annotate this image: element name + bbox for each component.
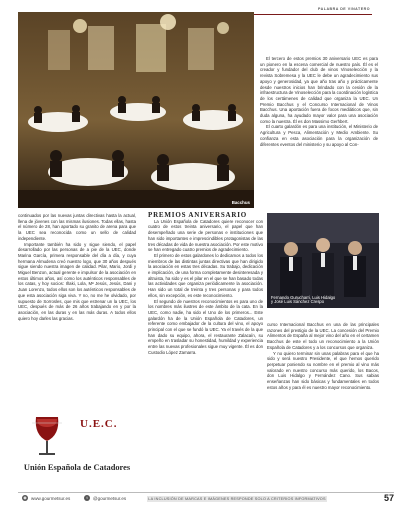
page-number: 57 [383, 493, 394, 503]
paragraph: El segundo de nuestros reconocimientos es para uno de los nombres más ilustres de este ámbito de la cata. En la UEC, como nadie, ha sido el Uno de los primeros... Este galardón ha de la Unión Española de Catadores, un referente como embajador de la cultura del vino, el apoyo principal con el que se fundó la UEC. Ya el través de la que han dado su equipo, ahora, el restaurante Zalacaín, su empeño en trasladar su honestidad, humildad y experiencia entre las nuevas profesionales sigue muy vigente. Él es don Custodio López Zamarra. [148, 298, 263, 355]
paragraph: El primero de estos galardones lo dedicamos a todos los miembros de las distintas juntas directivas que han dirigido la asociación en estas tres décadas. Su trabajo, dedicación e implicación, de una forma completamente desinteresada y altruista, ha sido y es el pilar en el que se han basado todas las actividades que organiza periódicamente la asociación. Han sido un total de treinta y tres personas y para todos ellos, sin excepción, es este reconocimiento. [148, 252, 263, 298]
banquet-illustration [18, 12, 254, 208]
caption-line: y José Luis Sánchez Crespo [271, 299, 325, 305]
award-photo [267, 213, 379, 308]
left-column [18, 213, 136, 321]
disclaimer-bar: LA INCLUSIÓN DE MARCAS E IMÁGENES RESPONDE SOLO A CRITERIOS INFORMATIVOS [148, 497, 326, 501]
paragraph: Importante también ha sido y sigue siendo, el papel desarrollado por las personas de a pie de la UEC, donde Marina García, primera responsable del día a día, y cuya hermana Almudena creó nuestro logo, que 30 años después sigue siendo nuestra imagen de calidad. Pilar, Mario, Jordi y Miguel Benzon, actual gerente e impulsor de la asociación en estos últimos años, así como los auténticos responsables de los catas, y hoy socios: Iñaki, Lola, Mª Jesús, Jesús, Dani y Juan Lorenzo, todos ellos son los auténticos responsables de que esta asociación siga viva. Y no, no me he olvidado, por supuesto de Sorrosles, que mis que estrenar un la UEC, los UEC, después de más de 26 años trabajando en y por la asociación, en las duras y en las más duras. A todos ellos quiero hoy darles las gracias. [18, 241, 136, 321]
globe-icon: ◉ [23, 495, 27, 500]
award-illustration [267, 213, 379, 308]
right-column-bottom [267, 322, 379, 390]
wine-glass-icon [22, 413, 72, 461]
photo-caption [271, 296, 335, 305]
paragraph: El cuarto galardón es para una institución, el Ministerio de Agricultura y Pesca, Alimentación y Medio Ambiente. Su confianza en esta asociación para la organización de diferentes eventos del ministerio y su apoyo al Con- [260, 124, 378, 147]
middle-column [148, 213, 263, 356]
paragraph: Y no quiero terminar sin unas palabras para el que ha sido y será nuestro Presidente, el que hemos querido perpetuar poniendo su nombre en el premio al vino más valorado en nuestro concurso más querido, los Bacos, don Luis Hidalgo y Fernández Cano. Sus sabias enseñanzas han sido básicas y fundamentales en todos estos años y para él es nuestro mayor reconocimiento. [267, 350, 379, 390]
paragraph: El tercero de estos premios 30 aniversario UEC es para un pionero en la escena comercial de nuestro país. Él es el creador y fundador del club de vinos Vinoselección y la revista Sobremesa y la UEC le debe un agradecimiento sus apoyo y generosidad, ya que año tras año y prácticamente desde nuestros inicios han brindado con la cesión de la infraestructura de Vinoselección para la coordinación logística de los certámenes de calidad que organiza la UEC. Un Premio Bacchus y el Concurso Internacional de Vinos Bacchus. Una aportación fuera de focos mediáticos que, sin duda alguna, ha ayudado mayor valor para una asociación como la nuestra. Él es don Massimo Gerhbert. [260, 56, 378, 124]
caption-line: Fernando Gurucharri, Luis Hidalgo [271, 294, 336, 300]
banquet-photo [18, 12, 254, 208]
photo-caption: Bacchus [231, 200, 250, 205]
logo-name: Unión Española de Catadores [23, 463, 131, 472]
footer-divider [18, 492, 394, 493]
paragraph: continuados por las nuevas juntas directivas hasta la actual, llena de jóvenes con las mismas ilusiones. Todas ellas, hasta el número de 28, han aportado su granito de arena para que la UEC sea reconocida como un sello de calidad independiente. [18, 213, 136, 241]
twitter-icon: t [84, 495, 90, 501]
uec-logo [22, 413, 132, 483]
right-column-top [260, 56, 378, 147]
section-title: PREMIOS ANIVERSARIO [148, 211, 248, 219]
paragraph: La Unión Española de Catadores quiere reconocer con cuatro de estos treinta aniversario, el papel que han desempeñado una serie de personas e instituciones que han sido importantes e imprescindibles protagonistas de las tres décadas de vida de nuestra asociación. Por este motivo se han entregado cuatro premios de agradecimiento. [148, 218, 263, 253]
website-link[interactable]: www.gourmetsur.es [31, 496, 71, 501]
logo-mark: U.E.C. [80, 418, 118, 430]
section-header: PALABRA DE VINATERO [318, 7, 370, 11]
paragraph: curso Internacional Bacchus en una de las principales razones del prestigio de la UEC. La concesión del Premio Alimentos de España al mejor vino del año en el certamen Bacchus de este el todo un reconocimiento a la Unión Española de Catadores y a los concursos que organiza. [267, 322, 379, 350]
twitter-link[interactable]: @gourmetsur.es [93, 496, 127, 501]
page-footer [0, 492, 412, 508]
header-rule [250, 14, 372, 15]
